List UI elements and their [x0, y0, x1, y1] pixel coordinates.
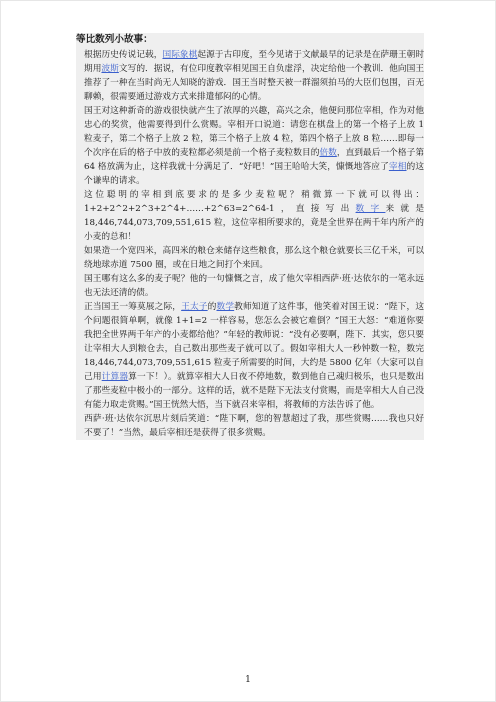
paragraph	[76, 244, 424, 272]
keyword-link[interactable]: 数字	[355, 204, 386, 214]
paragraph-text: 这位聪明的宰相到底要求的是多少麦粒呢？稍微算一下就可以得出：1+2+2^2+2^3+2^4+……+2^63=2^64-1，直接写出	[84, 190, 424, 214]
story-paragraphs	[76, 48, 424, 440]
paragraph	[76, 272, 424, 300]
paragraph-text: 根据历史传说记载，	[84, 50, 163, 60]
paragraph	[76, 412, 424, 440]
document-body	[76, 33, 424, 440]
paragraph-text: 起源于古印度，至今见诸于文献最早的记录是在萨珊王朝时期用	[84, 50, 424, 74]
paragraph-text: 教师知道了这件事，他笑着对国王说：“陛下，这个问题很简单啊，就像 1+1=2 一样容易，您怎么会被它难倒？”国王大怒：“难道你要我把全世界两千年产的小麦都给他？”年轻的教师说：“没有必要啊，陛下．其实，您只要让宰相大人到粮仓去，自己数出那些麦子就可以了。假如宰相大人一秒钟数一粒，数完 18,446,744,073,709,551,615 粒麦子所需要的时间，大约是 5800 亿年（大家可以自己用	[84, 302, 425, 382]
paragraph-text: 算一下！）。就算宰相大人日夜不停地数，数到他自己魂归极乐，也只是数出了那些麦粒中极小的一部分。这样的话，就不是陛下无法支付赏赐，而是宰相大人自己没有能力取走赏赐。”国王恍然大悟，当下就召来宰相，将教师的方法告诉了他。	[84, 372, 425, 410]
story-title: 等比数列小故事：	[76, 34, 153, 45]
paragraph-text: ，直到最后一个格子第 64 格放满为止，这样我就十分满足了．“好吧！”国王哈哈大笑，慷慨地答应了	[84, 148, 424, 172]
paragraph	[76, 300, 424, 412]
paragraph-text: 来就是 18,446,744,073,709,551,615 粒，这位宰相所要求的，竟是全世界在两千年内所产的小麦的总和！	[84, 204, 425, 242]
keyword-link[interactable]: 王太子	[181, 302, 208, 312]
paragraph-text: 西萨·班·达依尔沉思片刻后笑道：“陛下啊，您的智慧超过了我，那些赏赐……我也只好不要了！”当然，最后宰相还是获得了很多赏赐。	[84, 414, 424, 438]
paragraph-text: 的这个谦卑的请求。	[84, 162, 425, 186]
paragraph-text: 国王哪有这么多的麦子呢？他的一句慷慨之言，成了他欠宰相西萨·班·达依尔的一笔永远也无法还清的债。	[84, 274, 424, 298]
paragraph-text: 的	[207, 302, 217, 312]
paragraph-text: 文写的．据说，有位印度教宰相见国王自负虚浮，决定给他一个教训．他向国王推荐了一种在当时尚无人知晓的游戏．国王当时整天被一群溜须拍马的大臣们包围，百无聊赖，很需要通过游戏方式来排遣郁闷的心情。	[84, 64, 424, 102]
page-number: 1	[245, 675, 251, 685]
keyword-link[interactable]: 计算器	[101, 372, 129, 382]
paragraph-text: 国王对这种新奇的游戏很快就产生了浓厚的兴趣，高兴之余，他便问那位宰相，作为对他忠心的奖赏，他需要得到什么赏赐。宰相开口说道：请您在棋盘上的第一个格子上放 1 粒麦子，第二个格子上放 2 粒，第三个格子上放 4 粒，第四个格子上放 8 粒……即每一个次序在后的格子中放的麦粒都必须是前一个格子麦粒数目的	[84, 106, 424, 158]
keyword-link[interactable]: 波斯	[101, 64, 119, 74]
keyword-link[interactable]: 国际象棋	[162, 50, 198, 60]
paragraph	[76, 104, 424, 188]
paragraph-text: 正当国王一筹莫展之际，	[84, 302, 182, 312]
keyword-link[interactable]: 数学	[216, 302, 235, 312]
paragraph	[76, 48, 424, 104]
keyword-link[interactable]: 宰相	[388, 162, 407, 172]
paragraph	[76, 188, 424, 244]
keyword-link[interactable]: 倍数	[319, 148, 337, 158]
paragraph-text: 如果造一个宽四米，高四米的粮仓来储存这些粮食，那么这个粮仓就要长三亿千米，可以绕地球赤道 7500 圈，或在日地之间打个来回。	[84, 246, 424, 270]
